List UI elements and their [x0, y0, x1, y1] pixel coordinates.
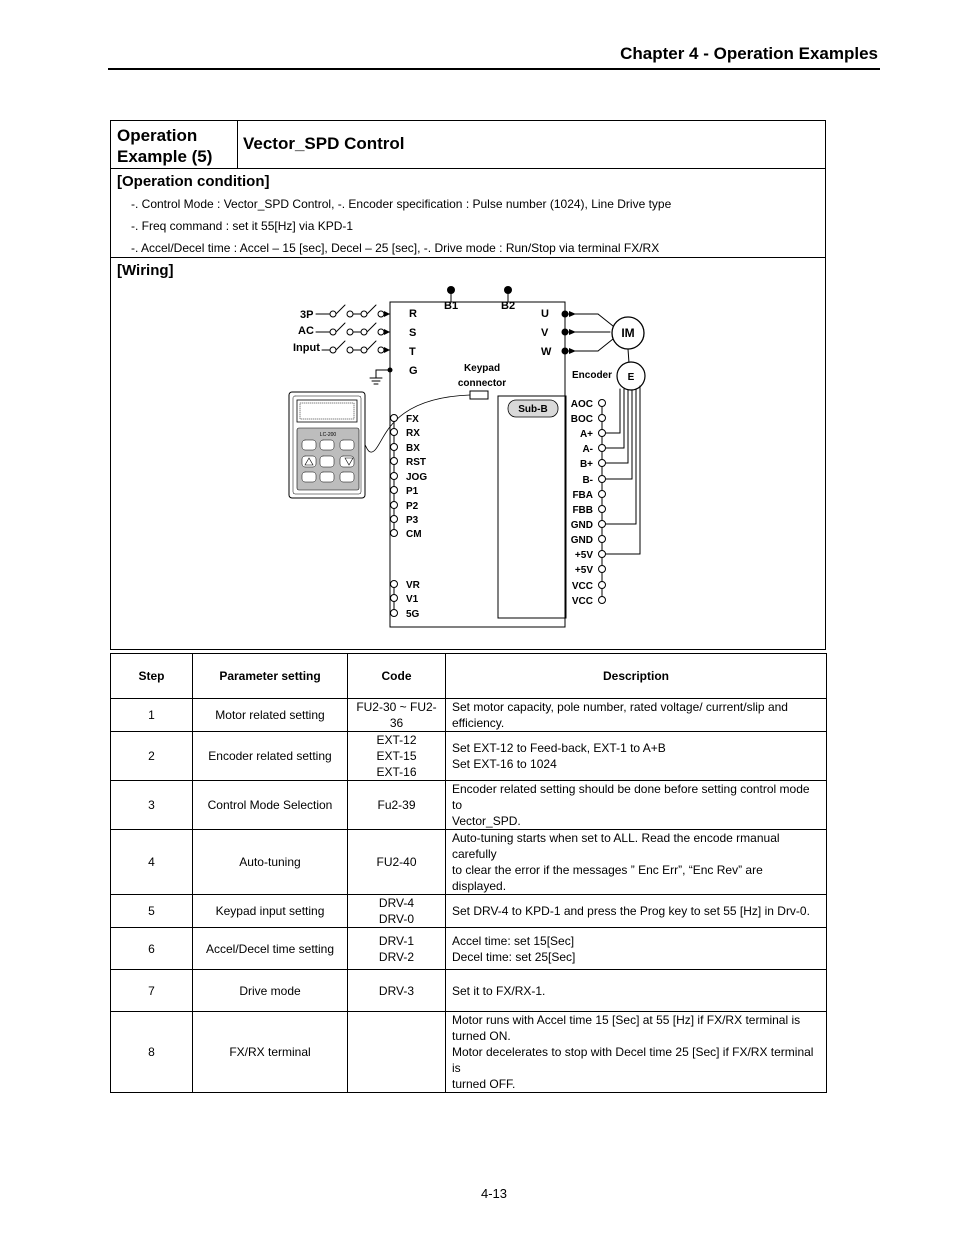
terminal-circle — [599, 521, 606, 528]
keypad-connector-label: Keypad — [463, 363, 501, 374]
terminal-label: FX — [406, 414, 419, 425]
terminal-circle — [391, 595, 398, 602]
code-cell — [348, 970, 446, 1012]
terminal-label: B- — [582, 475, 593, 486]
brake-label: B1 — [444, 300, 459, 312]
terminal-label: VCC — [571, 581, 593, 592]
description-line: Set motor capacity, pole number, rated voltage/ current/slip and — [452, 700, 788, 714]
terminal-circle — [599, 597, 606, 604]
description-cell — [446, 1012, 827, 1093]
step-cell: 1 — [111, 699, 193, 732]
keypad-model: LC-200 — [319, 432, 337, 438]
table-row — [111, 895, 827, 928]
param-cell: Encoder related setting — [193, 732, 348, 781]
terminal-circle — [391, 473, 398, 480]
column-header: Code — [348, 654, 446, 699]
terminal-label: A+ — [579, 429, 593, 440]
terminal-circle — [391, 415, 398, 422]
code-line: FU2-40 — [376, 855, 417, 869]
description-line: Set it to FX/RX-1. — [452, 983, 546, 998]
condition-line: -. Freq command : set it 55[Hz] via KPD-1 — [131, 219, 354, 233]
terminal-circle — [391, 444, 398, 451]
input-switches — [316, 305, 390, 353]
code-line: DRV-4 — [378, 896, 415, 910]
code-cell — [348, 781, 446, 830]
param-cell: Drive mode — [193, 970, 348, 1012]
terminal-circle — [599, 491, 606, 498]
column-header: Description — [446, 654, 827, 699]
code-cell — [348, 928, 446, 970]
terminal-circle — [599, 415, 606, 422]
code-line: 36 — [389, 716, 404, 730]
description-line: Set EXT-12 to Feed-back, EXT-1 to A+B — [452, 741, 666, 755]
param-cell: FX/RX terminal — [193, 1012, 348, 1093]
description-line: Set EXT-16 to 1024 — [452, 757, 557, 771]
wiring-heading: [Wiring] — [117, 262, 174, 279]
terminal-circle — [599, 506, 606, 513]
step-cell: 8 — [111, 1012, 193, 1093]
code-cell — [348, 830, 446, 895]
description-line: Encoder related setting should be done before setting control mode to — [452, 782, 810, 812]
terminal-circle — [599, 445, 606, 452]
input-label: AC — [298, 325, 314, 337]
description-line: Set DRV-4 to KPD-1 and press the Prog key to set 55 [Hz] in Drv-0. — [452, 904, 810, 918]
terminal-label: RST — [406, 457, 426, 468]
keypad-connector — [470, 391, 488, 399]
description-line: turned ON. — [452, 1029, 511, 1043]
terminal-circle — [599, 536, 606, 543]
terminal-circle — [599, 400, 606, 407]
code-cell — [348, 699, 446, 732]
terminal-label: B+ — [579, 459, 593, 470]
column-header: Parameter setting — [193, 654, 348, 699]
terminal-label: VR — [406, 580, 420, 591]
terminal-label: R — [409, 308, 417, 320]
terminal-label: BOC — [570, 414, 593, 425]
example-label-line2: Example (5) — [117, 147, 213, 166]
table-row — [111, 699, 827, 732]
code-cell — [348, 732, 446, 781]
terminal-label: CM — [406, 529, 422, 540]
description-line: Motor decelerates to stop with Decel time 25 [Sec] if FX/RX terminal is — [452, 1045, 814, 1075]
terminal-label: P2 — [406, 501, 419, 512]
terminal-circle — [599, 460, 606, 467]
table-row — [111, 830, 827, 895]
terminal-label: P3 — [406, 515, 419, 526]
terminal-label: V — [541, 327, 549, 339]
terminal-label: RX — [406, 428, 420, 439]
description-cell — [446, 895, 827, 928]
terminal-circle — [599, 430, 606, 437]
table-row — [111, 928, 827, 970]
terminal-label: A- — [582, 444, 593, 455]
terminal-label: T — [409, 346, 416, 358]
description-line: efficiency. — [452, 716, 505, 730]
param-cell: Motor related setting — [193, 699, 348, 732]
description-line: Accel time: set 15[Sec] — [452, 933, 575, 948]
terminal-label: AOC — [570, 399, 593, 410]
description-line: Motor runs with Accel time 15 [Sec] at 55 [Hz] if FX/RX terminal is — [452, 1013, 801, 1027]
terminal-circle — [391, 581, 398, 588]
step-cell: 6 — [111, 928, 193, 970]
code-line: DRV-2 — [378, 949, 415, 964]
table-header-row — [111, 654, 827, 699]
step-cell: 2 — [111, 732, 193, 781]
condition-line: -. Accel/Decel time : Accel – 15 [sec], Decel – 25 [sec], -. Drive mode : Run/Stop via terminal FX/RX — [131, 241, 660, 255]
description-cell — [446, 781, 827, 830]
terminal-label: GND — [570, 520, 593, 531]
description-line: Decel time: set 25[Sec] — [452, 949, 576, 964]
param-cell: Keypad input setting — [193, 895, 348, 928]
page-number: 4-13 — [480, 1186, 508, 1201]
terminal-circle — [391, 516, 398, 523]
code-cell — [348, 895, 446, 928]
motor-label: IM — [621, 326, 635, 340]
input-label: Input — [293, 342, 320, 354]
code-line: EXT-15 — [376, 749, 417, 763]
terminal-label: 5G — [406, 609, 420, 620]
step-cell: 4 — [111, 830, 193, 895]
terminal-label: P1 — [406, 486, 419, 497]
input-label: 3P — [300, 309, 314, 321]
ground-symbol — [370, 370, 390, 384]
code-line: DRV-3 — [378, 983, 415, 998]
terminal-circle — [391, 429, 398, 436]
sub-board-outline — [498, 396, 566, 618]
code-cell — [348, 1012, 446, 1093]
code-line: EXT-16 — [376, 765, 417, 779]
terminal-circle — [599, 582, 606, 589]
brake-label: B2 — [501, 300, 516, 312]
terminal-label: FBB — [572, 505, 593, 516]
terminal-circle — [599, 476, 606, 483]
encoder-wiring — [606, 386, 640, 554]
step-cell: 5 — [111, 895, 193, 928]
code-line: FU2-30 ~ FU2- — [356, 700, 437, 714]
code-line: DRV-0 — [378, 912, 415, 926]
terminal-label: GND — [570, 535, 593, 546]
table-row — [111, 1012, 827, 1093]
table-row — [111, 781, 827, 830]
description-cell — [446, 970, 827, 1012]
terminal-circle — [391, 487, 398, 494]
condition-line: -. Control Mode : Vector_SPD Control, -. Encoder specification : Pulse number (1024), Line Drive type — [131, 197, 672, 211]
description-line: turned OFF. — [452, 1077, 516, 1091]
sub-board-label: Sub-B — [518, 404, 548, 415]
terminal-circle — [391, 610, 398, 617]
terminal-circle — [599, 551, 606, 558]
param-cell: Accel/Decel time setting — [193, 928, 348, 970]
code-line: DRV-1 — [378, 933, 415, 948]
keypad-device — [289, 392, 365, 498]
description-line: to clear the error if the messages ” Enc Err”, “Enc Rev” are displayed. — [452, 863, 763, 893]
terminal-label: U — [541, 308, 549, 320]
encoder-title: Encoder — [572, 370, 613, 381]
encoder-symbol-label: E — [627, 372, 635, 383]
example-label-line1: Operation — [117, 126, 198, 145]
encoder-terminals — [571, 399, 606, 607]
description-cell — [446, 830, 827, 895]
step-cell: 3 — [111, 781, 193, 830]
terminal-label: G — [409, 365, 418, 377]
param-cell: Auto-tuning — [193, 830, 348, 895]
description-cell — [446, 732, 827, 781]
description-cell — [446, 699, 827, 732]
example-title: Vector_SPD Control — [243, 134, 405, 153]
terminal-label: +5V — [574, 550, 593, 561]
terminal-label: JOG — [406, 472, 428, 483]
terminal-circle — [599, 566, 606, 573]
description-cell — [446, 928, 827, 970]
terminal-label: S — [409, 327, 417, 339]
terminal-label: BX — [406, 443, 420, 454]
param-cell: Control Mode Selection — [193, 781, 348, 830]
terminal-label: +5V — [574, 565, 593, 576]
terminal-circle — [391, 458, 398, 465]
chapter-title: Chapter 4 - Operation Examples — [620, 44, 878, 63]
terminal-label: W — [541, 346, 552, 358]
code-line: EXT-12 — [376, 733, 417, 747]
keypad-connector-label: connector — [457, 378, 507, 389]
table-row — [111, 732, 827, 781]
terminal-label: VCC — [571, 596, 593, 607]
steps-table — [110, 653, 827, 1093]
table-row — [111, 970, 827, 1012]
code-line: Fu2-39 — [377, 798, 416, 812]
description-line: Vector_SPD. — [452, 814, 521, 828]
column-header: Step — [111, 654, 193, 699]
description-line: Auto-tuning starts when set to ALL. Read the encode rmanual carefully — [452, 831, 780, 861]
step-cell: 7 — [111, 970, 193, 1012]
terminal-circle — [391, 502, 398, 509]
terminal-label: FBA — [572, 490, 593, 501]
terminal-circle — [391, 530, 398, 537]
terminal-label: V1 — [406, 594, 419, 605]
control-terminals — [391, 414, 428, 620]
condition-heading: [Operation condition] — [117, 173, 270, 190]
